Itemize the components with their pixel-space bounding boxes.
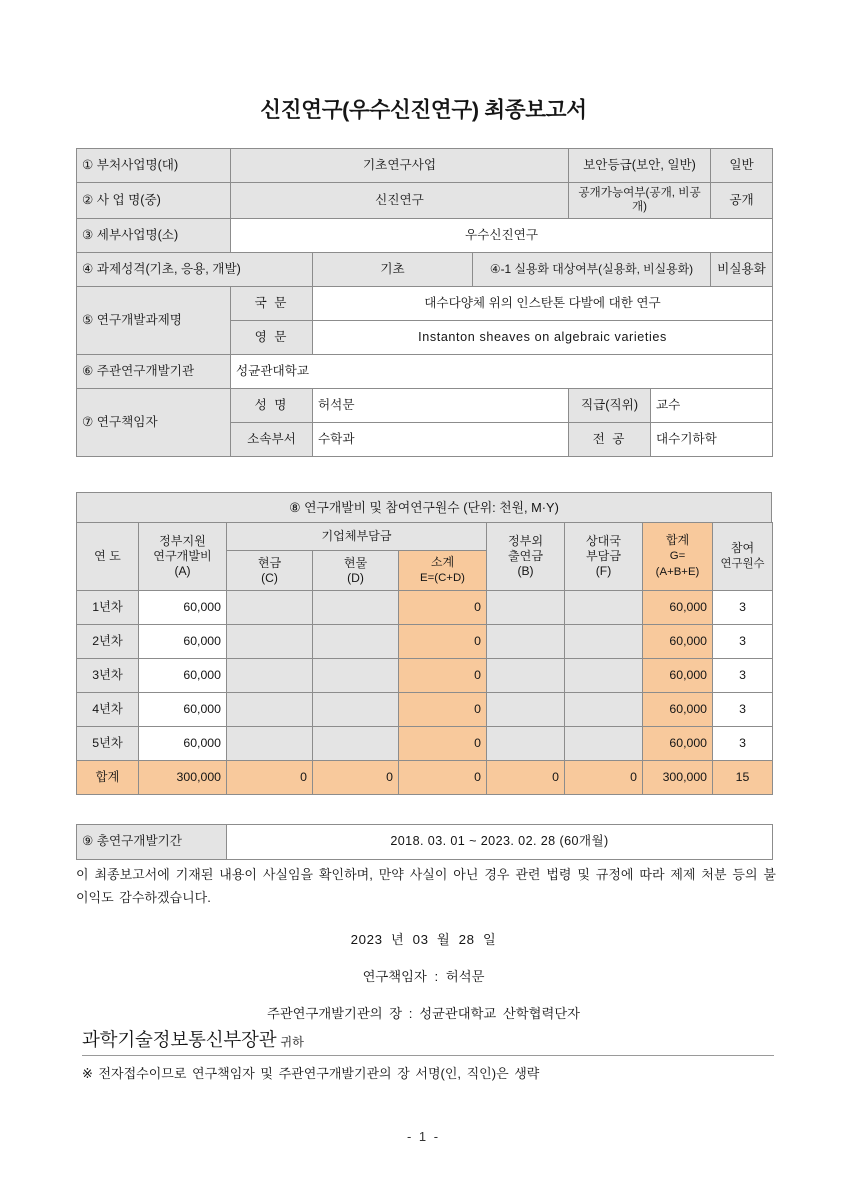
col-year-header: 연 도 [77,523,139,591]
signature-date: 2023 년 03 월 28 일 [350,932,497,947]
security-level-value: 일반 [711,149,773,183]
row-nongov [487,727,565,761]
partner-line2: 부담금 [585,549,622,564]
disclosure-label: 공개가능여부(공개, 비공개) [569,183,711,219]
researchers-line1: 참여 [730,541,755,556]
english-title-label: 영 문 [231,320,313,354]
pi-dept-value: 수학과 [313,422,569,456]
signature-org-line: 주관연구개발기관의 장 : 성균관대학교 산학협력단자 [266,1006,581,1021]
row-year: 1년차 [77,591,139,625]
table-total-row [77,761,773,795]
col-cash-header [227,551,313,591]
pi-name-label: 성 명 [231,388,313,422]
total-line1: 합계 [665,533,690,548]
row-year: 2년차 [77,625,139,659]
ministry-program-value: 기초연구사업 [231,149,569,183]
addressee-honorific: 귀하 [280,1035,304,1049]
row-cash [227,591,313,625]
row-inkind [313,659,399,693]
partner-line3: (F) [595,563,612,578]
nongov-line3: (B) [517,563,534,578]
row-partner [565,693,643,727]
period-value: 2018. 03. 01 ~ 2023. 02. 28 (60개월) [227,825,773,860]
partner-line1: 상대국 [585,534,622,549]
table-row [77,727,773,761]
row-nongov [487,625,565,659]
korean-title-value: 대수다양체 위의 인스탄톤 다발에 대한 연구 [313,286,773,320]
row-partner [565,727,643,761]
row-subtotal: 0 [399,693,487,727]
project-nature-value: 기초 [313,252,473,286]
row-year: 4년차 [77,693,139,727]
col-researchers-header [713,523,773,591]
pi-major-label: 전 공 [569,422,651,456]
row-gov: 60,000 [139,727,227,761]
row-researchers: 3 [713,591,773,625]
sub-program-label: ③ 세부사업명(소) [77,218,231,252]
signature-pi-line: 연구책임자 : 허석문 [362,969,485,984]
gov-funding-line3: (A) [174,563,191,578]
nongov-line1: 정부외 [507,534,544,549]
table-row [77,625,773,659]
total-row-gov: 300,000 [139,761,227,795]
row-nongov [487,659,565,693]
total-row-nongov: 0 [487,761,565,795]
row-inkind [313,693,399,727]
row-gov: 60,000 [139,659,227,693]
commercialization-label: ④-1 실용화 대상여부(실용화, 비실용화) [473,252,711,286]
table-row [77,659,773,693]
row-cash [227,625,313,659]
row-inkind [313,625,399,659]
row-gov: 60,000 [139,591,227,625]
total-row-cash: 0 [227,761,313,795]
row-partner [565,625,643,659]
row-total: 60,000 [643,625,713,659]
pi-name-value: 허석문 [313,388,569,422]
table-row [77,286,773,320]
table-row [77,825,773,860]
table-row [77,354,773,388]
row-cash [227,659,313,693]
researchers-line2: 연구원수 [720,557,765,570]
col-company-group-header: 기업체부담금 [227,523,487,551]
pi-position-label: 직급(직위) [569,388,651,422]
col-partner-header [565,523,643,591]
row-gov: 60,000 [139,625,227,659]
row-subtotal: 0 [399,727,487,761]
row-nongov [487,693,565,727]
row-inkind [313,727,399,761]
row-researchers: 3 [713,625,773,659]
row-cash [227,727,313,761]
research-period-table [76,824,773,860]
total-row-inkind: 0 [313,761,399,795]
program-mid-label: ② 사 업 명(중) [77,183,231,219]
row-year: 3년차 [77,659,139,693]
row-total: 60,000 [643,727,713,761]
row-subtotal: 0 [399,625,487,659]
table-row [77,218,773,252]
budget-table [76,522,773,795]
row-total: 60,000 [643,659,713,693]
korean-title-label: 국 문 [231,286,313,320]
cash-line1: 현금 [257,555,282,570]
footnote-text: ※ 전자접수이므로 연구책임자 및 주관연구개발기관의 장 서명(인, 직인)은 생략 [82,1066,540,1081]
budget-caption-table [76,492,772,524]
row-inkind [313,591,399,625]
row-nongov [487,591,565,625]
table-row [77,149,773,183]
row-gov: 60,000 [139,693,227,727]
row-researchers: 3 [713,727,773,761]
pi-label: ⑦ 연구책임자 [77,388,231,456]
declaration-paragraph: 이 최종보고서에 기재된 내용이 사실임을 확인하며, 만약 사실이 아닌 경우 관련 법령 및 규정에 따라 제제 처분 등의 불이익도 감수하겠습니다. [76,867,776,905]
project-info-table [76,148,773,457]
row-year: 5년차 [77,727,139,761]
row-researchers: 3 [713,693,773,727]
row-partner [565,659,643,693]
pi-dept-label: 소속부서 [231,422,313,456]
english-title-value: Instanton sheaves on algebraic varieties [313,320,773,354]
inkind-line1: 현물 [343,555,368,570]
gov-funding-line1: 정부지원 [159,534,206,549]
table-row [77,388,773,422]
nongov-line2: 출연금 [507,549,544,564]
pi-position-value: 교수 [651,388,773,422]
row-partner [565,591,643,625]
page-number: - 1 - [406,1129,441,1144]
col-nongov-header [487,523,565,591]
addressee-block [82,1026,774,1056]
row-subtotal: 0 [399,659,487,693]
table-header-row [77,523,773,551]
table-row [77,252,773,286]
subtotal-line1: 소계 [430,555,455,570]
addressee-name: 과학기술정보통신부장관 [82,1029,277,1050]
period-label: ⑨ 총연구개발기간 [77,825,227,860]
table-row [77,493,772,524]
project-title-label: ⑤ 연구개발과제명 [77,286,231,354]
row-total: 60,000 [643,591,713,625]
row-researchers: 3 [713,659,773,693]
table-row [77,183,773,219]
total-line2: G=(A+B+E) [655,549,700,578]
total-row-year: 합계 [77,761,139,795]
gov-funding-line2: 연구개발비 [153,549,212,564]
total-row-partner: 0 [565,761,643,795]
table-row [77,693,773,727]
inkind-line2: (D) [347,570,364,585]
commercialization-value: 비실용화 [711,252,773,286]
subtotal-line2: E=(C+D) [420,571,465,584]
program-mid-value: 신진연구 [231,183,569,219]
col-gov-funding-header [139,523,227,591]
budget-caption-text: ⑧ 연구개발비 및 참여연구원수 (단위: 천원, M·Y) [77,493,772,524]
total-row-total: 300,000 [643,761,713,795]
disclosure-value: 공개 [711,183,773,219]
host-institution-label: ⑥ 주관연구개발기관 [77,354,231,388]
project-nature-label: ④ 과제성격(기초, 응용, 개발) [77,252,313,286]
security-level-label: 보안등급(보안, 일반) [569,149,711,183]
row-cash [227,693,313,727]
col-subtotal-header [399,551,487,591]
col-total-header [643,523,713,591]
col-inkind-header [313,551,399,591]
total-row-subtotal: 0 [399,761,487,795]
row-total: 60,000 [643,693,713,727]
total-row-researchers: 15 [713,761,773,795]
sub-program-value: 우수신진연구 [231,218,773,252]
ministry-program-label: ① 부처사업명(대) [77,149,231,183]
host-institution-value: 성균관대학교 [231,354,773,388]
cash-line2: (C) [261,570,278,585]
row-subtotal: 0 [399,591,487,625]
pi-major-value: 대수기하학 [651,422,773,456]
table-row [77,591,773,625]
page-title: 신진연구(우수신진연구) 최종보고서 [260,98,587,122]
